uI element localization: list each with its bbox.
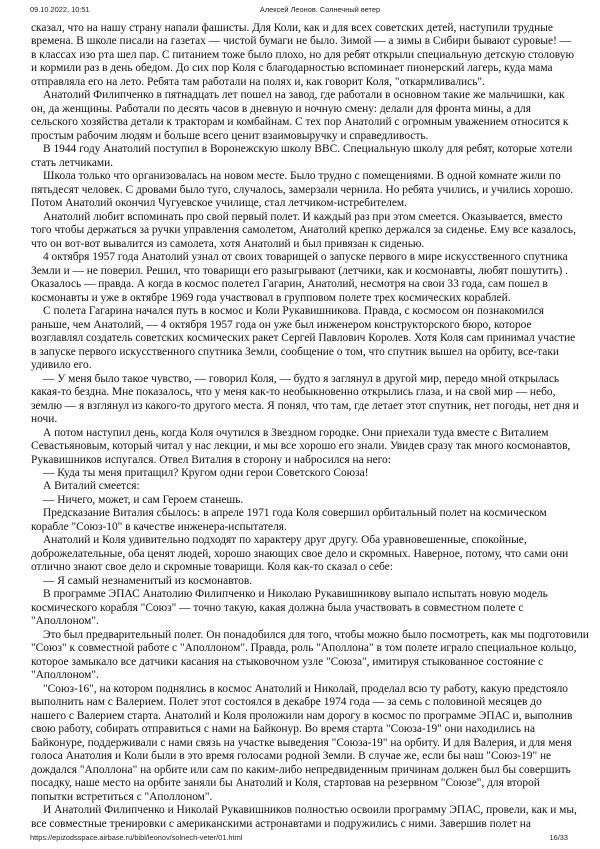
text-line: простым рабочим людям и больше всего ценит взаимовыручку и справедливость. bbox=[31, 129, 429, 142]
text-line: свою работу, собирать отправиться с нами на Байконур. Во время старта "Союза-19" они находились на bbox=[31, 723, 536, 736]
paragraph bbox=[31, 467, 591, 480]
text-line: которое замыкало все датчики касания на стыковочном узле "Союза", имитируя стыкованное состояние с bbox=[31, 655, 544, 668]
text-line: Анатолий и Коля удивительно подходят по характеру друг другу. Оба уравновешенные, спокойные, bbox=[43, 534, 527, 547]
paragraph bbox=[31, 629, 591, 683]
paragraph bbox=[31, 22, 591, 89]
paragraph bbox=[31, 373, 591, 427]
text-line: возглавлял создатель советских космических ракет Сергей Павлович Королев. Хотя Коля сам принимал участие bbox=[31, 332, 576, 345]
text-line: космонавты и уже в октябре 1969 года участвовал в групповом полете трех космических кораблей. bbox=[31, 291, 511, 304]
paragraph bbox=[31, 804, 591, 831]
text-line: попытки встретиться с "Аполлоном". bbox=[31, 790, 213, 803]
paragraph bbox=[31, 575, 591, 588]
text-line: голоса Анатолия и Коли были в это время голосами родной Земли. В случае же, если бы наш "Союз-19" не bbox=[31, 750, 552, 763]
paragraph bbox=[31, 170, 591, 210]
text-line: что он вот-вот вывалится из самолета, хотя Анатолий и был привязан к сиденью. bbox=[31, 237, 425, 250]
print-datetime: 09.10.2022, 10:51 bbox=[30, 5, 90, 14]
text-line: пятьдесят человек. С дровами было туго, случалось, замерзали чернила. Но ребята учились, и учились хорошо. bbox=[31, 183, 574, 196]
text-line: Севастьяновым, который читал у нас лекции, и мы все хорошо его знали. Увидев сразу так много космонавтов, bbox=[31, 440, 571, 453]
text-line: Школа только что организовалась на новом месте. Было трудно с помещениями. В одной комнате жили по bbox=[43, 170, 561, 183]
paragraph bbox=[31, 143, 591, 170]
source-url-link[interactable]: https://epizodsspace.airbase.ru/bibl/leonov/solnech-veter/01.html bbox=[30, 833, 243, 842]
text-line: — У меня было такое чувство, — говорил Коля, — будто я заглянул в другой мир, передо мной открылась bbox=[43, 372, 560, 385]
paragraph bbox=[31, 211, 591, 251]
paragraph bbox=[31, 480, 591, 493]
text-line: посадку, наше место на орбите заняли бы Анатолий и Коля, стартовав на резервном "Союзе", для второй bbox=[31, 777, 540, 790]
text-line: все совместные тренировки с американскими астронавтами и подружились с ними. Завершив полет на bbox=[31, 817, 531, 830]
text-line: сельского хозяйства детали к тракторам и комбайнам. С тех пор Анатолий с огромным уважением относится к bbox=[31, 116, 569, 129]
text-line: Рукавишников испугался. Отвел Виталия в сторону и набросился на него: bbox=[31, 453, 391, 466]
paragraph bbox=[31, 494, 591, 507]
text-line: Анатолий любит вспоминать про свой первый полет. И каждый раз при этом смеется. Оказывается, вместо bbox=[43, 210, 563, 223]
text-line: нашего с Валерием старта. Анатолий и Коля проложили нам дорогу в космос по программе ЭПАС и, выполнив bbox=[31, 709, 573, 722]
text-line: Анатолий Филипченко в пятнадцать лет пошел на завод, где работали в основном такие же мальчишки, как bbox=[43, 89, 565, 102]
text-line: Земли и — не поверил. Решил, что товарищи его разыгрывают (летчики, как и космонавты, любят пошутить) . bbox=[31, 264, 569, 277]
text-line: И Анатолий Филипченко и Николай Рукавишников полностью освоили программу ЭПАС, провели, как и мы, bbox=[43, 804, 577, 817]
text-line: "Союз-16", на котором поднялись в космос Анатолий и Николай, проделал всю ту работу, какую предстояло bbox=[43, 682, 568, 695]
text-line: и кормили раз в день обедом. До сих пор Коля с благодарностью вспоминает пионерский лагерь, куда мама bbox=[31, 62, 553, 75]
text-line: какая-то бездна. Мне показалось, что у меня как-то необыкновенно открылись глаза, и на свой мир — небо, bbox=[31, 386, 556, 399]
text-line: — Ничего, может, и сам Героем станешь. bbox=[43, 493, 244, 506]
text-line: в классах изо рта шел пар. С питанием тоже было плохо, но для ребят открыли специальную детскую столовую bbox=[31, 48, 574, 61]
paragraph bbox=[31, 251, 591, 305]
text-line: землю — я взглянул из какого-то другого места. Я понял, что там, где летает этот спутник, нет погоды, нет дня и bbox=[31, 399, 579, 412]
text-line: отправляла его на лето. Ребята там работали на полях и, как говорит Коля, "откармливались". bbox=[31, 75, 485, 88]
text-line: В 1944 году Анатолий поступил в Воронежскую школу ВВС. Специальную школу для ребят, которые хотели bbox=[43, 143, 573, 156]
paragraph bbox=[31, 89, 591, 143]
text-line: времена. В школе писали на газетах — чистой бумаги не было. Зимой — а зимы в Сибири бывают суровые! — bbox=[31, 35, 572, 48]
text-line: раньше, чем Анатолий, — 4 октября 1957 года он уже был инженером конструкторского бюро, которое bbox=[31, 318, 532, 331]
page-title: Алексей Леонов. Солнечный ветер bbox=[259, 5, 381, 14]
text-line: сказал, что на нашу страну напали фашисты. Для Коли, как и для всех советских детей, наступили трудные bbox=[31, 22, 553, 34]
text-line: доброжелательные, оба ценят людей, хорошо знающих свое дело и скромных. Наверное, потому, что сами они bbox=[31, 547, 569, 560]
text-line: "Аполлоном". bbox=[31, 669, 99, 682]
text-line: космического корабля "Союз" — точно такую, какая должна была участвовать в совместном полете с bbox=[31, 601, 524, 614]
text-line: корабле "Союз-10" в качестве инженера-испытателя. bbox=[31, 520, 287, 533]
text-line: Потом Анатолий окончил Чугуевское училище, стал летчиком-истребителем. bbox=[31, 197, 407, 210]
text-line: — Куда ты меня притащил? Кругом одни герои Советского Союза! bbox=[43, 466, 369, 479]
text-line: Предсказание Виталия сбылось: в апреле 1971 года Коля совершил орбитальный полет на космическом bbox=[43, 507, 547, 520]
text-line: С полета Гагарина начался путь в космос и Коли Рукавишникова. Правда, с космосом он познакомился bbox=[43, 305, 544, 318]
text-line: В программе ЭПАС Анатолию Филипченко и Николаю Рукавишникову выпало испытать новую модель bbox=[43, 588, 548, 601]
paragraph bbox=[31, 683, 591, 804]
text-line: А потом наступил день, когда Коля очутился в Звездном городке. Они приехали туда вместе с Виталием bbox=[43, 426, 549, 439]
page-number: 16/33 bbox=[549, 833, 568, 842]
text-line: ночи. bbox=[31, 413, 58, 426]
paragraph bbox=[31, 507, 591, 534]
text-line: удивило его. bbox=[31, 359, 92, 372]
text-line: стать летчиками. bbox=[31, 156, 114, 169]
text-line: Это был предварительный полет. Он понадобился для того, чтобы можно было посмотреть, как мы подготовили bbox=[43, 628, 589, 641]
article-body bbox=[31, 22, 591, 831]
text-line: "Аполлоном". bbox=[31, 615, 99, 628]
text-line: дождался "Аполлона" на орбите или сам по каким-либо непредвиденным причинам должен был бы совершить bbox=[31, 763, 571, 776]
paragraph bbox=[31, 305, 591, 372]
text-line: выполнить нам с Валерием. Полет этот состоялся в декабре 1974 года — за семь с половиной месяцев до bbox=[31, 696, 542, 709]
text-line: "Союз" к совместной работе с "Аполлоном". Правда, роль "Аполлона" в том полете играло специальное кольцо, bbox=[31, 642, 577, 655]
text-line: отлично знают свое дело и скромные товарищи. Коля как-то сказал о себе: bbox=[31, 561, 393, 574]
paragraph bbox=[31, 534, 591, 574]
text-line: того чтобы держаться за ручки управления самолетом, Анатолий крепко держался за сиденье. Ему все казалось, bbox=[31, 224, 576, 237]
text-line: Оказалось — правда. А когда в космос полетел Гагарин, Анатолий, несмотря на свои 33 года, сам пошел в bbox=[31, 278, 548, 291]
text-line: 4 октября 1957 года Анатолий узнал от своих товарищей о запуске первого в мире искусственного спутника bbox=[43, 251, 568, 264]
text-line: Байконуре, поддерживали с нами связь на участке выведения "Союза-19" на орбиту. И для Валерия, и для меня bbox=[31, 736, 572, 749]
paragraph bbox=[31, 588, 591, 628]
text-line: — Я самый незнаменитый из космонавтов. bbox=[43, 574, 253, 587]
text-line: А Виталий смеется: bbox=[43, 480, 140, 493]
paragraph bbox=[31, 427, 591, 467]
text-line: в запуске первого искусственного спутника Земли, сообщение о том, что спутник вышел на орбиту, все-таки bbox=[31, 345, 559, 358]
text-line: он, да женщины. Работали по десять часов в дневную и ночную смену: делали для фронта мины, а для bbox=[31, 102, 531, 115]
